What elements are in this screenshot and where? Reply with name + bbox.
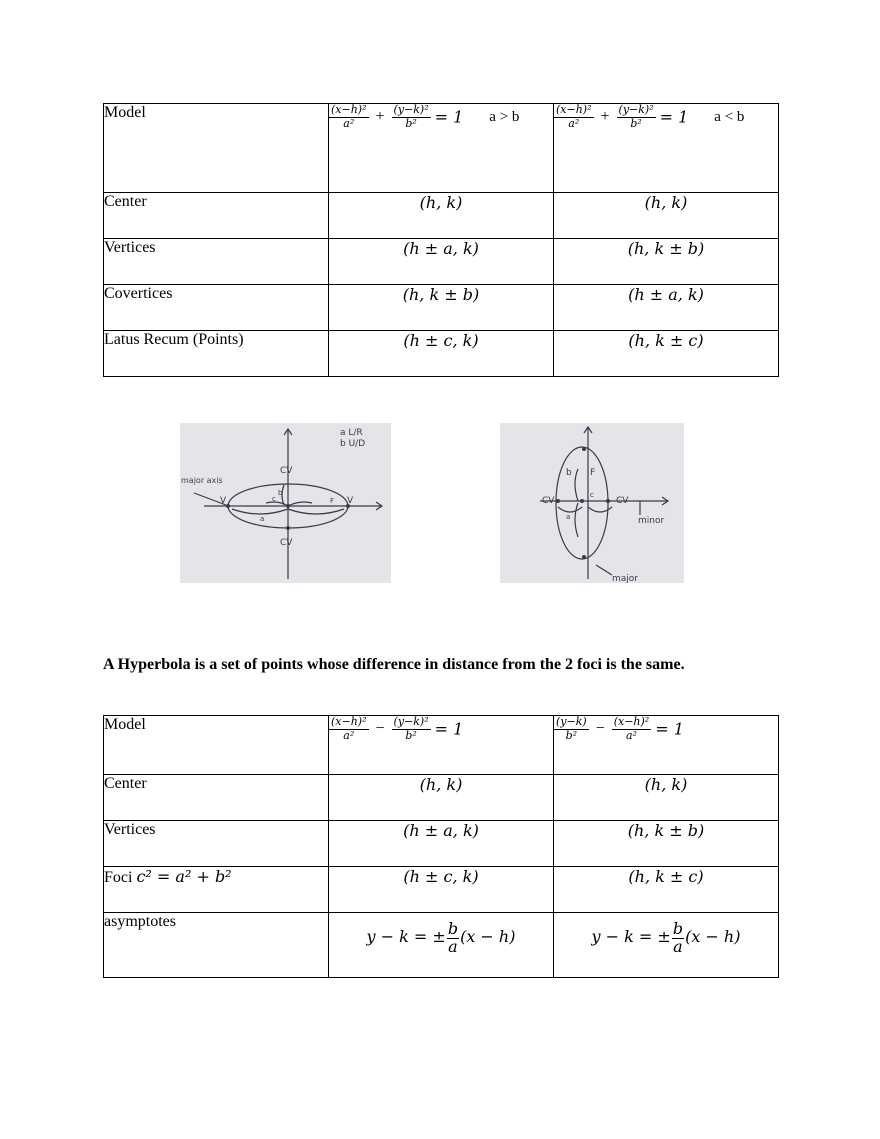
minor-label: minor [638,516,665,526]
cell-value: (h, k ± c) [554,331,779,377]
cell-value: (h, k) [554,193,779,239]
cell-value: (h, k ± b) [554,821,779,867]
ellipse-model-horizontal: $\frac{\text{(x−h)²}}{\text{a²}}$ + $\frac{\text{(y−k)²}}{\text{b²}}$ = 1 a > b [329,104,554,193]
model-label: Model [104,104,329,193]
hyperbola-model-horizontal: $\frac{\text{(x−h)²}}{\text{a²}}$ − $\frac{\text{(y−k)²}}{\text{b²}}$ = 1 [329,716,554,775]
asymptote-formula: y − k = ± $\frac{b}{a}$ (x − h) [554,913,779,978]
vertical-ellipse-sketch [500,423,684,583]
cell-value: (h ± a, k) [554,285,779,331]
cell-value: (h, k ± b) [554,239,779,285]
vertical-ellipse-drawing [500,423,684,583]
row-label: Center [104,193,329,239]
cell-value: (h ± c, k) [329,867,554,913]
b-label: b [566,468,572,478]
hyperbola-model-vertical: $\frac{(y-k)}{\text{b²}}$ − $\frac{\text{(x−h)²}}{\text{a²}}$ = 1 [554,716,779,775]
asymptotes-row [104,913,779,978]
cell-value: (h ± a, k) [329,821,554,867]
hyperbola-model-row [104,716,779,775]
b-label: b [278,489,283,497]
condition-a-lt-b: a < b [714,108,745,125]
cell-value: (h, k) [329,775,554,821]
horizontal-ellipse-sketch [180,423,391,583]
row-label: Vertices [104,239,329,285]
table-row [104,821,779,867]
horizontal-ellipse-drawing [180,423,391,583]
cell-value: (h, k ± b) [329,285,554,331]
foci-row-label: Foci c² = a² + b² [104,867,329,913]
row-label: Covertices [104,285,329,331]
table-row [104,239,779,285]
note-a-lr: a L/R [340,428,363,438]
hyperbola-definition: A Hyperbola is a set of points whose difference in distance from the 2 foci is the same. [103,656,685,673]
table-row [104,775,779,821]
major-axis-label: major axis [181,476,223,485]
cell-value: (h, k) [554,775,779,821]
foci-formula: c² = a² + b² [136,867,232,886]
hyperbola-table [103,715,779,978]
a-label: a [260,515,265,523]
cell-value: (h, k) [329,193,554,239]
cv-bottom-label: CV [280,538,293,548]
row-label: asymptotes [104,913,329,978]
model-label: Model [104,716,329,775]
condition-a-gt-b: a > b [489,108,520,125]
c-label: c [272,495,276,503]
a-label: a [566,513,571,521]
cell-value: (h ± c, k) [329,331,554,377]
cell-value: (h ± a, k) [329,239,554,285]
v-right-label: V [347,496,354,506]
cell-value: (h, k ± c) [554,867,779,913]
table-row [104,331,779,377]
cv-left-label: CV [542,496,555,506]
table-row [104,193,779,239]
note-b-ud: b U/D [340,439,366,449]
c-label: c [590,491,594,499]
v-left-label: V [220,496,227,506]
row-label: Center [104,775,329,821]
ellipse-model-row [104,104,779,193]
f-label: F [590,468,596,478]
row-label: Vertices [104,821,329,867]
asymptote-formula: y − k = ± $\frac{b}{a}$ (x − h) [329,913,554,978]
ellipse-table [103,103,779,377]
table-row [104,285,779,331]
cv-top-label: CV [280,466,293,476]
ellipse-model-vertical: $\frac{\text{(x−h)²}}{\text{a²}}$ + $\frac{\text{(y−k)²}}{\text{b²}}$ = 1 a < b [554,104,779,193]
cv-right-label: CV [616,496,629,506]
row-label: Latus Recum (Points) [104,331,329,377]
table-row [104,867,779,913]
major-label: major [612,574,638,583]
f-label: F [330,497,335,505]
